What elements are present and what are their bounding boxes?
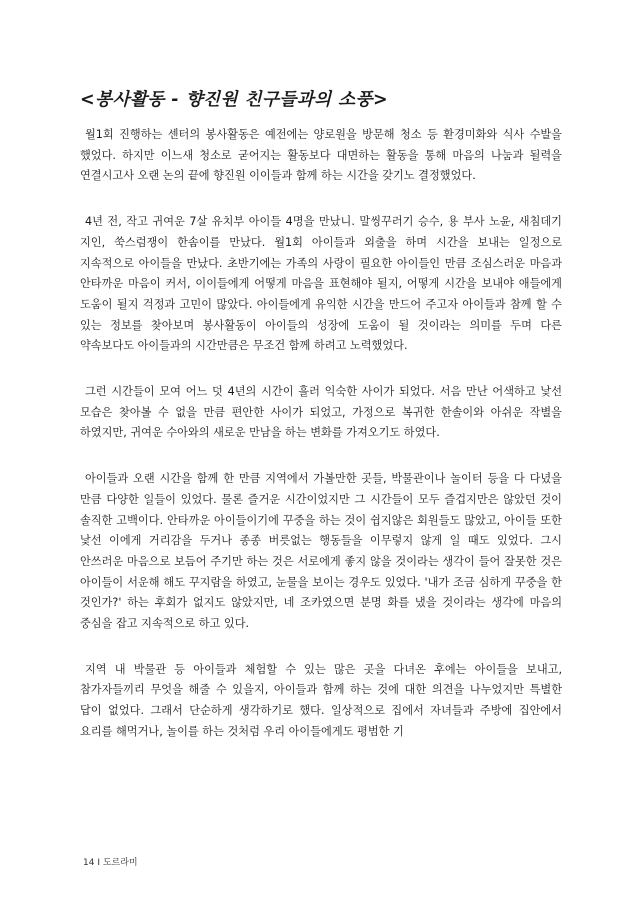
paragraph-4: 아이들과 오랜 시간을 함께 한 만큼 지역에서 가볼만한 곳들, 박물관이나 놀이터 등을 다 다녔을 만큼 다양한 일들이 있었다. 물론 즐거운 시간이었지만 그 시간들이 모두 즐겁지만은 않았던 것이 솔직한 고백이다. 안타까운 아이들이기에 꾸중을 하는 것이 쉽지않은 회원들도 많았고, 아이들 또한 낯선 이에게 거리감을 두거나 종종 버릇없는 행동들을 이무렇지 않게 일 때도 있었다. 그시 안쓰러운 마음으로 보듬어 주기만 하는 것은 서로에게 좋지 않을 것이라는 생각이 들어 잘못한 것은 아이들이 서운해 해도 꾸지람을 하였고, 눈물을 보이는 경우도 있었다. '내가 조금 심하게 꾸중을 한 것인가?' 하는 후회가 없지도 않았지만, 네 조카였으면 분명 화를 냈을 것이라는 생각에 마음의 중심을 잡고 지속적으로 하고 있다. [80,472,562,631]
paragraph-5: 지역 내 박물관 등 아이들과 체험할 수 있는 많은 곳을 다녀온 후에는 아이들을 보내고, 참가자들끼리 무엇을 해줄 수 있을지, 아이들과 함께 하는 것에 대한 의견을 나누었지만 특별한 답이 없었다. 그래서 단순하게 생각하기로 했다. 일상적으로 집에서 자녀들과 주방에 집안에서 요리를 해먹거나, 놀이를 하는 것처럼 우리 아이들에게도 평범한 기 [80,662,562,738]
body-text [80,125,562,768]
page-footer: 14 I 도르라미 [83,858,138,868]
page-title: <봉사활동 - 향진원 친구들과의 소풍> [80,90,389,110]
paragraph-2: 4년 전, 작고 귀여운 7살 유치부 아이들 4명을 만났니. 말씽꾸러기 승수, 용 부사 노윤, 새침데기 지인, 쑥스럼쟁이 한솜이를 만났다. 월1회 아이들과 외출을 하며 시간을 보내는 일정으로 지속적으로 아이들을 만났다. 초반기에는 가족의 사랑이 필요한 아이들인 만큼 조심스러운 마음과 안타까운 마음이 커서, 이이들에게 어떻게 마음을 표현해야 될지, 어떻게 시간을 보내야 애들에게 도움이 될지 걱정과 고민이 많았다. 아이들에게 유익한 시간을 만드어 주고자 아이들과 참께 할 수 있는 정보를 찾아보며 봉사활동이 아이들의 성장에 도움이 될 것이라는 의미를 두며 다른 약속보다도 아이들과의 시간만큼은 무조건 함께 하려고 노력했었다. [80,215,562,353]
paragraph-1: 월1회 진행하는 센터의 봉사활동은 예전에는 양로원을 방문해 청소 등 환경미화와 식사 수발을 했었다. 하지만 이느새 청소로 굳어지는 활동보다 대면하는 활동을 통해 마음의 나눔과 될력을 연결시고사 오랜 논의 끝에 향진원 이이들과 함께 하는 시간을 갖기노 결정했었다. [80,128,562,183]
paragraph-3: 그런 시간들이 모여 어느 덧 4년의 시간이 흘러 익숙한 사이가 되었다. 서음 만난 어색하고 낯선 모습은 찾아볼 수 없을 만큼 편안한 사이가 되었고, 가정으로 복귀한 한솔이와 아쉬운 작별을 하였지만, 귀여운 수아와의 새로운 만남을 하는 변화를 가져오기도 하였다. [80,385,562,440]
